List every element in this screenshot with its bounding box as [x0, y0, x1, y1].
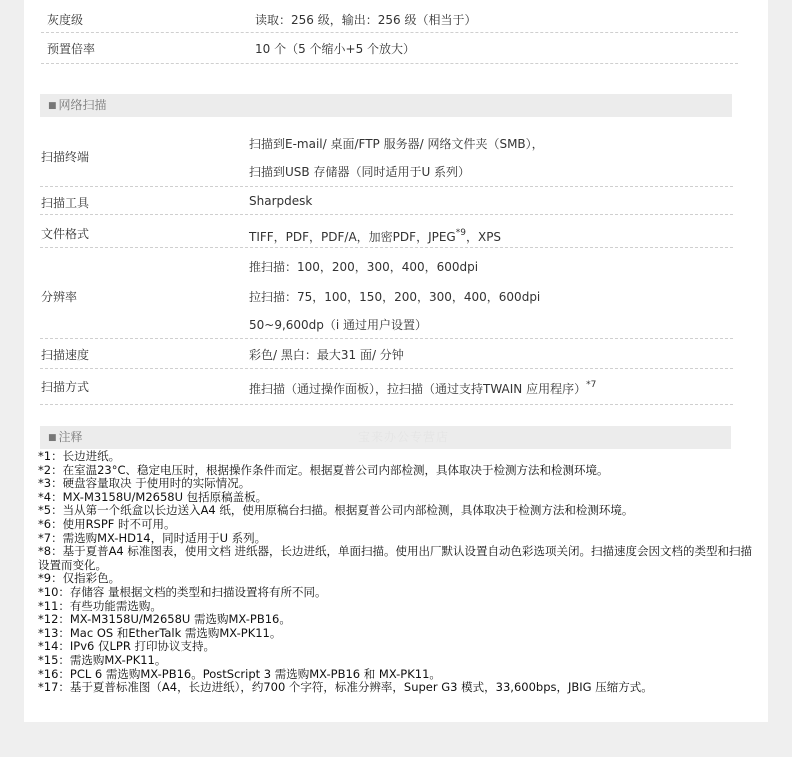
note-item: *15：需选购MX-PK11。	[38, 652, 167, 667]
note-item: *3：硬盘容量取决 于使用时的实际情况。	[38, 476, 251, 491]
spec-row-scan-speed	[40, 339, 733, 369]
spec-row-file-format	[40, 215, 733, 248]
spec-value-line: 推扫描：100，200，300，400，600dpi	[249, 260, 479, 274]
spec-value-line: 扫描到E-mail/ 桌面/FTP 服务器/ 网络文件夹（SMB），	[249, 137, 544, 151]
note-item: *16：PCL 6 需选购MX-PB16。PostScript 3 需选购MX-PB16 和 MX-PK11。	[38, 666, 441, 681]
spec-label: 灰度级	[47, 13, 84, 27]
spec-value: 读取：256 级，输出：256 级（相当于）	[255, 13, 477, 27]
spec-label: 扫描终端	[41, 150, 90, 164]
spec-row-scan-tool	[40, 187, 733, 215]
footnote-ref: *9	[455, 228, 466, 238]
note-item: *13：Mac OS 和EtherTalk 需选购MX-PK11。	[38, 625, 282, 640]
spec-value: 10 个（5 个缩小+5 个放大）	[255, 42, 416, 56]
spec-value: Sharpdesk	[249, 194, 313, 208]
spec-value: 彩色/ 黑白：最大31 面/ 分钟	[249, 348, 404, 362]
note-item: *17：基于夏普标准图（A4，长边进纸），约700 个字符，标准分辨率，Super G3 模式，33,600bps，JBIG 压缩方式。	[38, 680, 653, 695]
spec-value-line: 50~9,600dp（i 通过用户设置）	[249, 318, 428, 332]
note-item: *2：在室温23°C、稳定电压时，根据操作条件而定。根据夏普公司内部检测，具体取决于检测方法和检测环境。	[38, 462, 609, 477]
spec-label: 分辨率	[41, 290, 78, 304]
spec-label: 预置倍率	[47, 42, 96, 56]
note-item: *6：使用RSPF 时不可用。	[38, 516, 176, 531]
spec-row-grayscale	[41, 0, 738, 33]
note-item: *7：需选购MX-HD14，同时适用于U 系列。	[38, 530, 267, 545]
square-bullet-icon: ■	[48, 101, 57, 111]
spec-label: 扫描方式	[41, 380, 90, 394]
spec-value	[249, 228, 501, 245]
spec-label: 文件格式	[41, 227, 90, 241]
spec-value	[249, 380, 596, 397]
spec-row-scan-method	[40, 369, 733, 405]
note-item: *10：存储容 量根据文档的类型和扫描设置将有所不同。	[38, 584, 327, 599]
format-text: TIFF，PDF，PDF/A，加密PDF，JPEG	[249, 230, 456, 244]
spec-row-resolution	[40, 248, 733, 339]
note-item: *11：有些功能需选购。	[38, 598, 162, 613]
spec-label: 扫描工具	[41, 196, 90, 210]
section-title: 注释	[58, 430, 83, 444]
notes-list	[38, 450, 762, 695]
note-item: *12：MX-M3158U/M2658U 需选购MX-PB16。	[38, 612, 291, 627]
spec-row-scan-destination	[40, 127, 733, 187]
spec-value-line: 扫描到USB 存储器（同时适用于U 系列）	[249, 165, 471, 179]
section-header-network-scan	[40, 94, 732, 117]
note-item: *9：仅指彩色。	[38, 571, 121, 586]
section-title: 网络扫描	[58, 98, 107, 112]
spec-row-preset-ratio	[41, 33, 738, 64]
format-text-tail: ，XPS	[465, 230, 502, 244]
note-item: *4：MX-M3158U/M2658U 包括原稿盖板。	[38, 489, 268, 504]
note-item: *14：IPv6 仅LPR 打印协议支持。	[38, 639, 215, 654]
note-item: *5：当从第一个纸盒以长边送入A4 纸，使用原稿台扫描。根据夏普公司内部检测，具体取决于检测方法和检测环境。	[38, 503, 634, 518]
note-item: *1：长边进纸。	[38, 449, 121, 463]
method-text: 推扫描（通过操作面板），拉扫描（通过支持TWAIN 应用程序）	[249, 382, 587, 396]
watermark-text: 宝来办公专营店	[358, 430, 450, 444]
note-item: *8：基于夏普A4 标准图表，使用文档 进纸器，长边进纸，单面扫描。使用出厂默认设置自动色彩选项关闭。扫描速度会因文档的类型和扫描设置而变化。	[38, 544, 753, 572]
footnote-ref: *7	[586, 380, 597, 390]
square-bullet-icon: ■	[48, 433, 57, 443]
spec-label: 扫描速度	[41, 348, 90, 362]
section-header-notes	[40, 426, 731, 449]
spec-value-line: 拉扫描：75，100，150，200，300，400，600dpi	[249, 290, 541, 304]
